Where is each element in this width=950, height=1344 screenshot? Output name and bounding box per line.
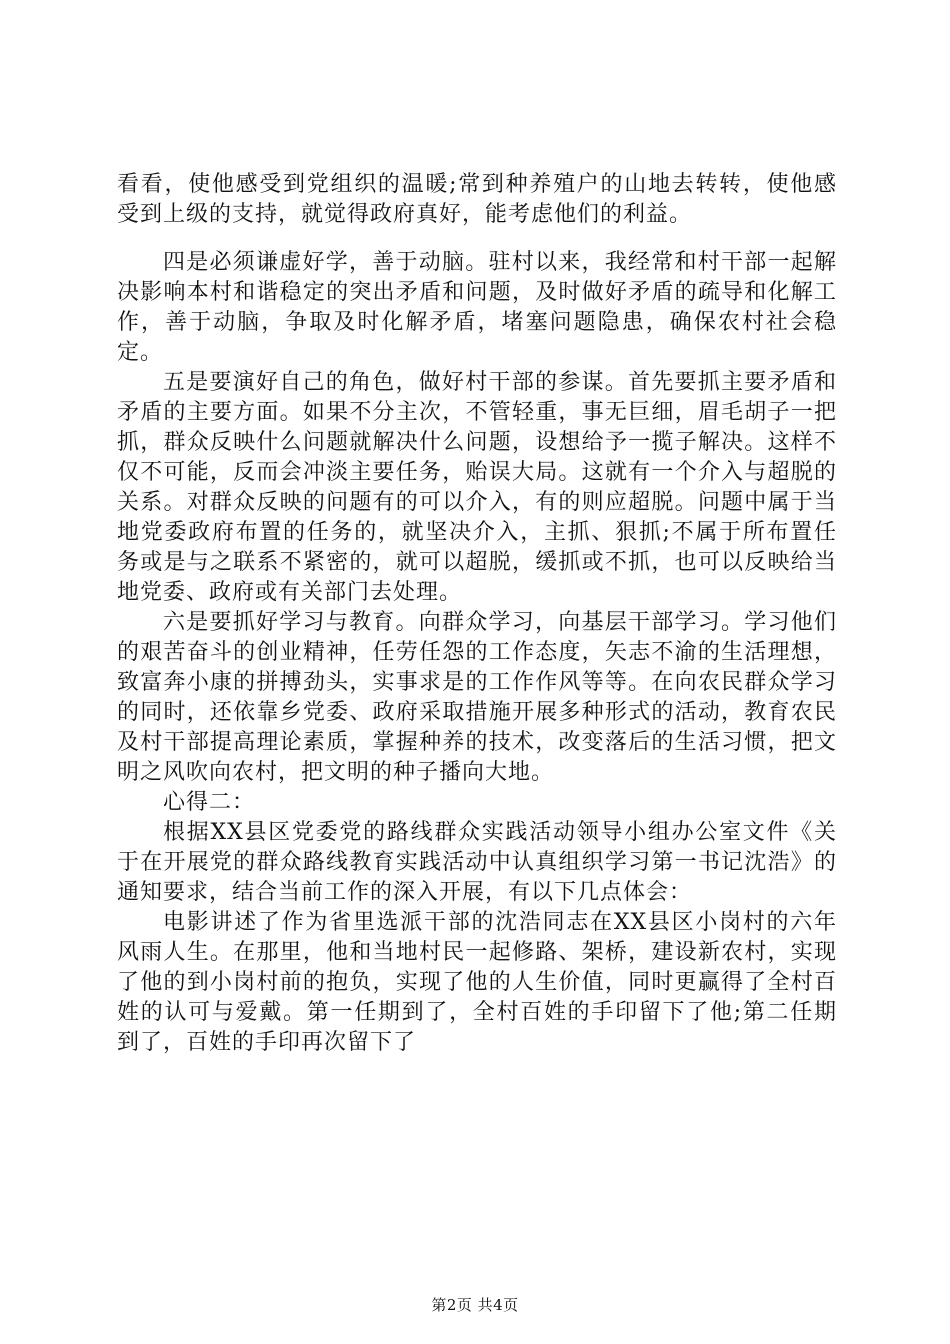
paragraph-point-five: 五是要演好自己的角色，做好村干部的参谋。首先要抓主要矛盾和矛盾的主要方面。如果不分主次，不管轻重，事无巨细，眉毛胡子一把抓，群众反映什么问题就解决什么问题，设想给予一揽子解决。这样不仅不可能，反而会冲淡主要任务，贻误大局。这就有一个介入与超脱的关系。对群众反映的问题有的可以介入，有的则应超脱。问题中属于当地党委政府布置的任务的，就坚决介入，主抓、狠抓;不属于所布置任务或是与之联系不紧密的，就可以超脱，缓抓或不抓，也可以反映给当地党委、政府或有关部门去处理。 xyxy=(117,370,837,605)
paragraph-point-six: 六是要抓好学习与教育。向群众学习，向基层干部学习。学习他们的艰苦奋斗的创业精神，任劳任怨的工作态度，矢志不渝的生活理想，致富奔小康的拼搏劲头，实事求是的工作作风等等。在向农民群众学习的同时，还依靠乡党委、政府采取措施开展多种形式的活动，教育农民及村干部提高理论素质，掌握种养的技术，改变落后的生活习惯，把文明之风吹向农村，把文明的种子播向大地。 xyxy=(117,610,837,785)
page-footer xyxy=(0,1295,950,1315)
section-heading-xinde-two: 心得二： xyxy=(163,790,256,815)
paragraph-point-four: 四是必须谦虚好学，善于动脑。驻村以来，我经常和村干部一起解决影响本村和谐稳定的突出矛盾和问题，及时做好矛盾的疏导和化解工作，善于动脑，争取及时化解矛盾，堵塞问题隐患，确保农村社会稳定。 xyxy=(117,250,837,365)
paragraph-continuation: 看看，使他感受到党组织的温暖;常到种养殖户的山地去转转，使他感受到上级的支持，就觉得政府真好，能考虑他们的利益。 xyxy=(117,172,837,227)
paragraph-film-summary: 电影讲述了作为省里选派干部的沈浩同志在XX县区小岗村的六年风雨人生。在那里，他和当地村民一起修路、架桥，建设新农村，实现了他的到小岗村前的抱负，实现了他的人生价值，同时更赢得了全村百姓的认可与爱戴。第一任期到了，全村百姓的手印留下了他;第二任期到了，百姓的手印再次留下了 xyxy=(117,910,837,1055)
paragraph-background: 根据XX县区党委党的路线群众实践活动领导小组办公室文件《关于在开展党的群众路线教育实践活动中认真组织学习第一书记沈浩》的通知要求，结合当前工作的深入开展，有以下几点体会： xyxy=(117,820,837,905)
page-number-label: 第2页 共4页 xyxy=(431,1296,519,1314)
document-body xyxy=(117,170,837,1058)
